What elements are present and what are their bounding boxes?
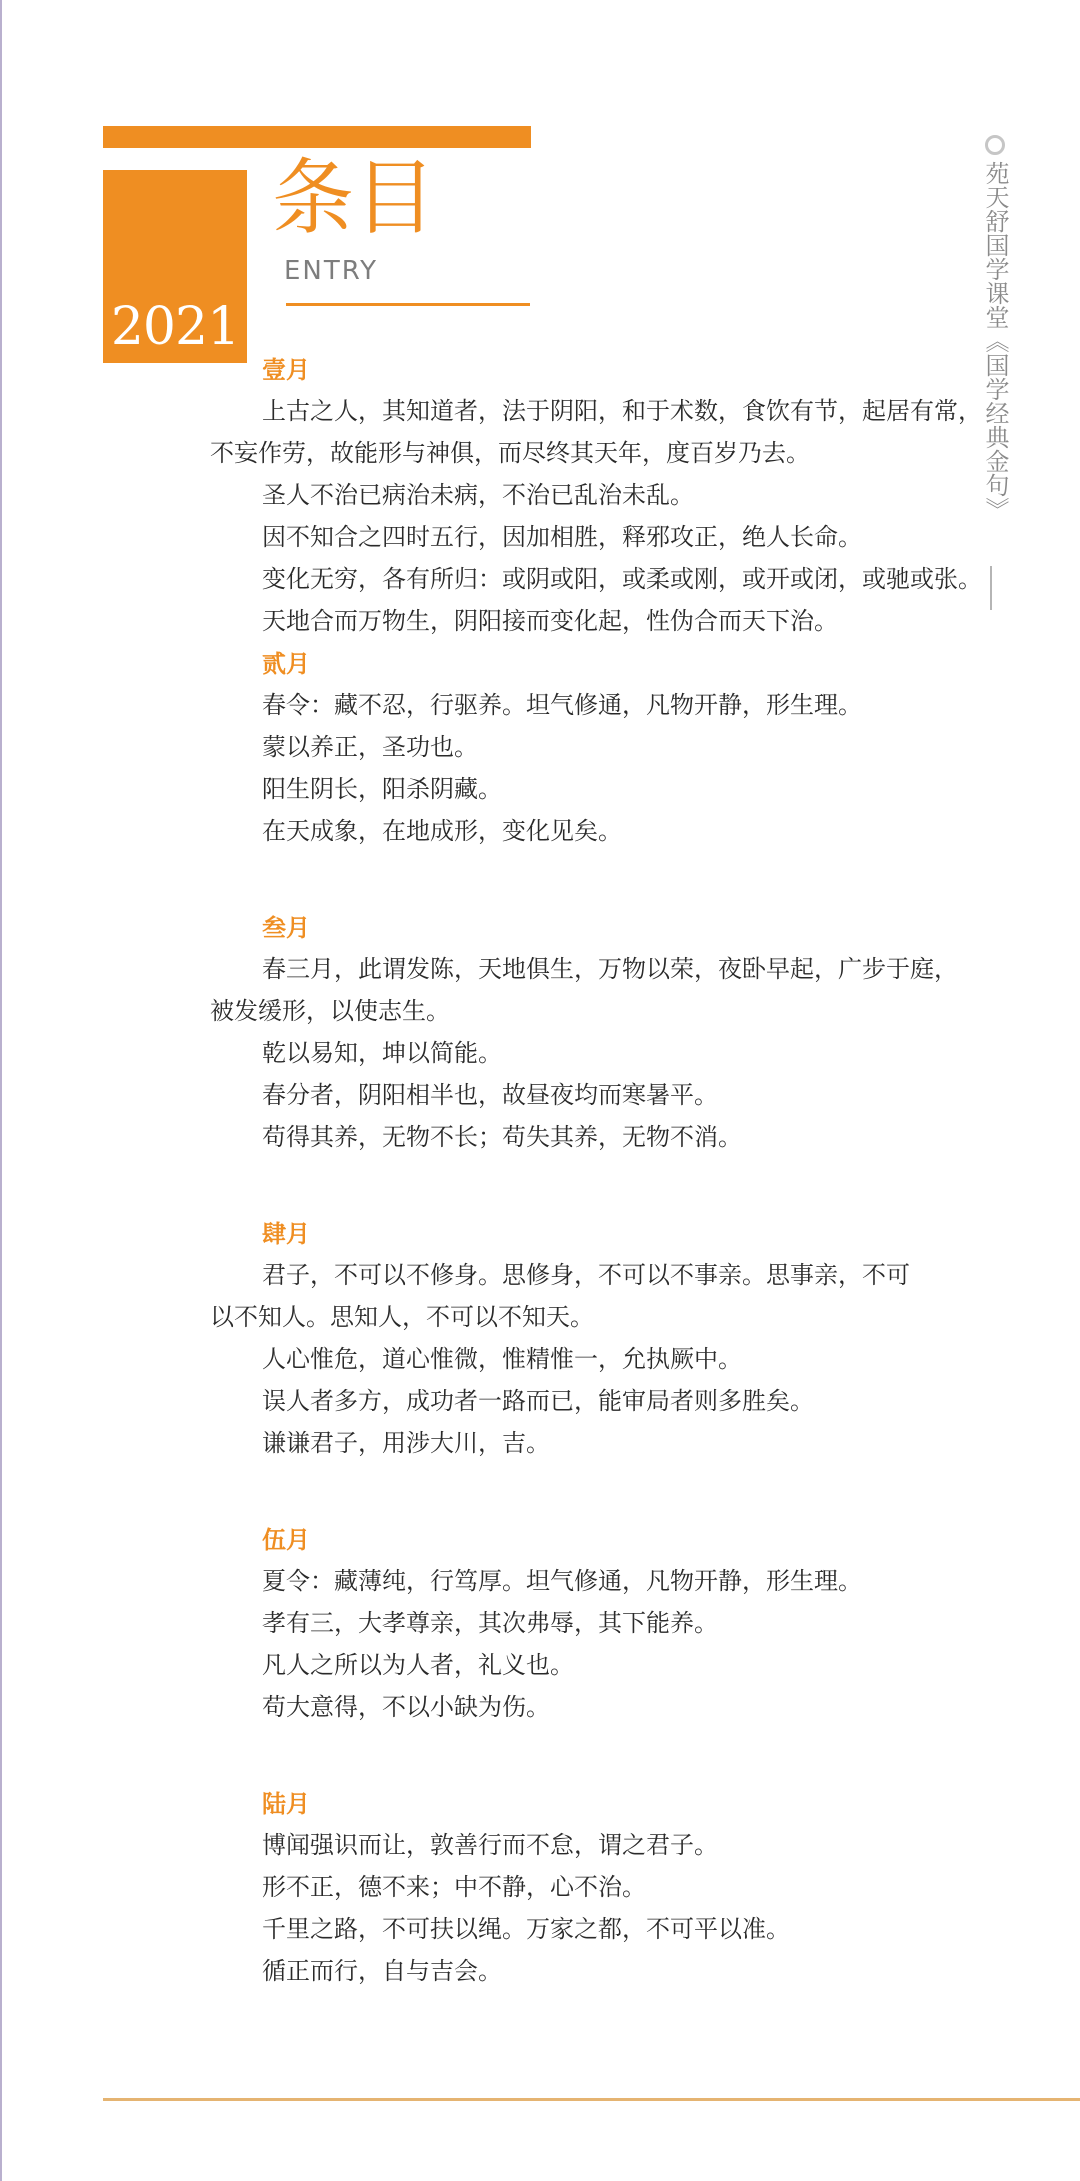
quote-line: 圣人不治已病治未病，不治已乱治未乱。 <box>262 481 694 509</box>
quote-line: 苟大意得，不以小缺为伤。 <box>262 1693 550 1721</box>
quote-line: 误人者多方，成功者一路而已，能审局者则多胜矣。 <box>262 1387 814 1415</box>
quote-line: 被发缓形，以使志生。 <box>210 997 450 1025</box>
quote-line: 形不正，德不来；中不静，心不治。 <box>262 1873 646 1901</box>
quote-line: 千里之路，不可扶以绳。万家之都，不可平以准。 <box>262 1915 790 1943</box>
month-section <box>210 1784 980 1992</box>
year-block <box>103 170 247 363</box>
page-title: 条目 <box>272 151 437 246</box>
side-caption <box>980 135 1010 521</box>
month-section <box>210 908 980 1158</box>
month-heading: 壹月 <box>262 355 310 384</box>
quote-line: 孝有三，大孝尊亲，其次弗辱，其下能养。 <box>262 1609 718 1637</box>
quote-line: 春令：藏不忍，行驱养。坦气修通，凡物开静，形生理。 <box>262 691 862 719</box>
quote-line: 春三月，此谓发陈，天地俱生，万物以荣，夜卧早起，广步于庭， <box>262 955 958 983</box>
month-heading: 肆月 <box>262 1219 310 1248</box>
quote-line: 因不知合之四时五行，因加相胜，释邪攻正，绝人长命。 <box>262 523 862 551</box>
quote-line: 阳生阴长，阳杀阴藏。 <box>262 775 502 803</box>
left-border-line <box>0 0 2 2181</box>
title-underline <box>286 303 530 306</box>
month-section <box>210 1214 980 1464</box>
month-section <box>210 350 980 642</box>
month-heading: 叁月 <box>262 913 310 942</box>
month-heading: 陆月 <box>262 1789 310 1818</box>
side-rule <box>990 566 992 610</box>
month-heading: 贰月 <box>262 649 310 678</box>
quote-line: 谦谦君子，用涉大川，吉。 <box>262 1429 550 1457</box>
quote-line: 人心惟危，道心惟微，惟精惟一，允执厥中。 <box>262 1345 742 1373</box>
quote-line: 春分者，阴阳相半也，故昼夜均而寒暑平。 <box>262 1081 718 1109</box>
quote-line: 变化无穷，各有所归：或阴或阳，或柔或刚，或开或闭，或驰或张。 <box>262 565 982 593</box>
header-accent-bar <box>103 126 531 148</box>
side-caption-text: 苑天舒国学课堂《国学经典金句》 <box>981 161 1009 521</box>
quote-line: 凡人之所以为人者，礼义也。 <box>262 1651 574 1679</box>
year-label: 2021 <box>110 297 240 357</box>
quote-line: 博闻强识而让，敦善行而不怠，谓之君子。 <box>262 1831 718 1859</box>
quote-line: 乾以易知，坤以简能。 <box>262 1039 502 1067</box>
entry-list <box>210 350 980 1992</box>
quote-line: 不妄作劳，故能形与神俱，而尽终其天年，度百岁乃去。 <box>210 439 810 467</box>
page-subtitle: ENTRY <box>284 256 379 286</box>
quote-line: 循正而行，自与吉会。 <box>262 1957 502 1985</box>
month-section <box>210 1520 980 1728</box>
quote-line: 以不知人。思知人，不可以不知天。 <box>210 1303 594 1331</box>
quote-line: 天地合而万物生，阴阳接而变化起，性伪合而天下治。 <box>262 607 838 635</box>
quote-line: 苟得其养，无物不长；苟失其养，无物不消。 <box>262 1123 742 1151</box>
month-heading: 伍月 <box>262 1525 310 1554</box>
quote-line: 上古之人，其知道者，法于阴阳，和于术数，食饮有节，起居有常， <box>262 397 982 425</box>
quote-line: 夏令：藏薄纯，行笃厚。坦气修通，凡物开静，形生理。 <box>262 1567 862 1595</box>
month-section <box>210 644 980 852</box>
quote-line: 君子，不可以不修身。思修身，不可以不事亲。思事亲，不可 <box>262 1261 910 1289</box>
circle-bullet-icon <box>985 135 1005 155</box>
quote-line: 蒙以养正，圣功也。 <box>262 733 478 761</box>
footer-rule <box>103 2098 1080 2101</box>
quote-line: 在天成象，在地成形，变化见矣。 <box>262 817 622 845</box>
